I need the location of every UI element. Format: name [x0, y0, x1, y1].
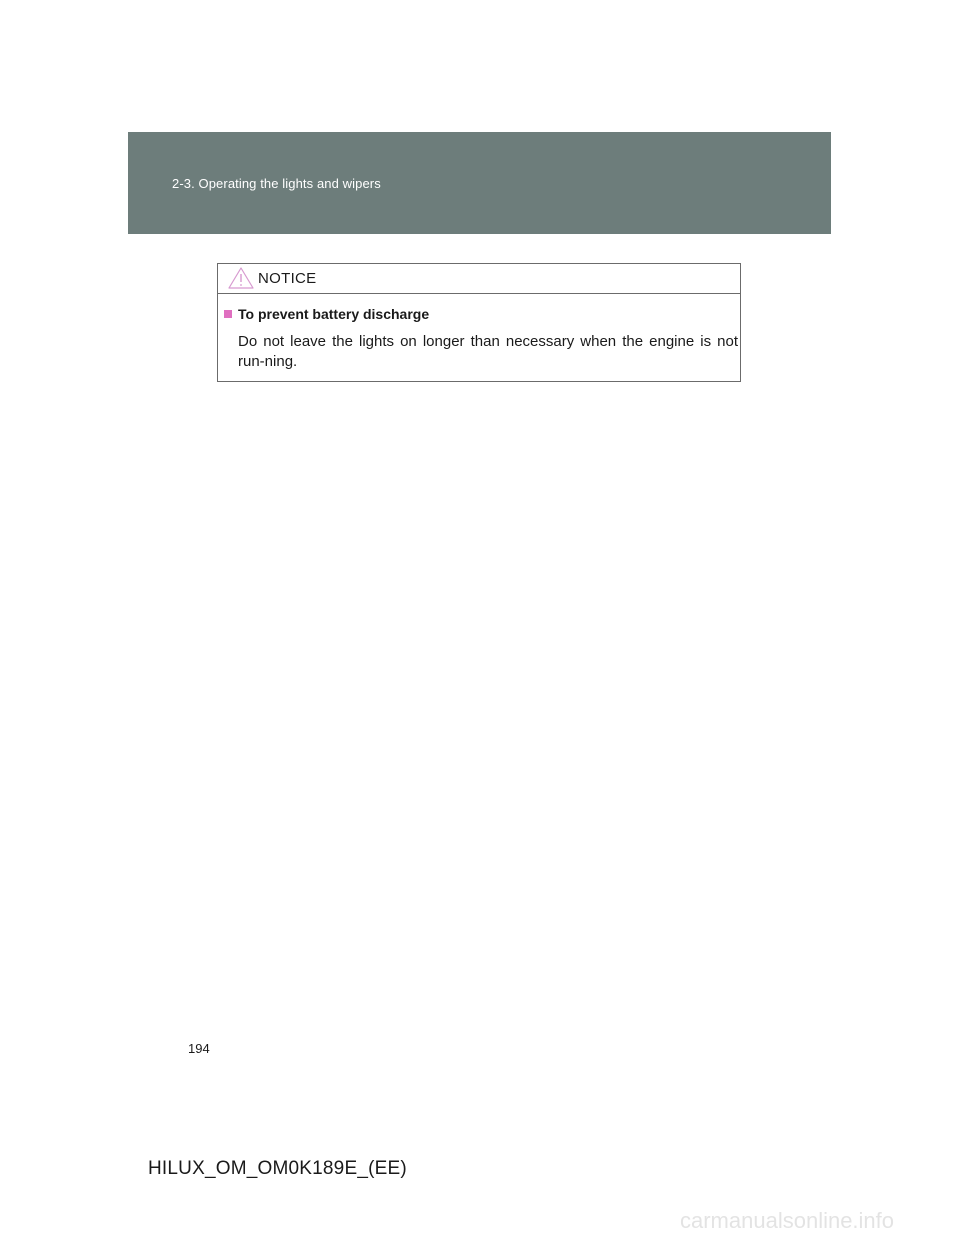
notice-bullet-row	[224, 306, 429, 322]
notice-header	[218, 264, 740, 294]
section-title: 2-3. Operating the lights and wipers	[172, 176, 381, 191]
notice-heading: To prevent battery discharge	[238, 306, 430, 322]
watermark: carmanualsonline.info	[680, 1208, 895, 1233]
notice-box	[217, 263, 741, 382]
page-number: 194	[188, 1041, 210, 1056]
notice-title: NOTICE	[258, 270, 317, 287]
notice-text: Do not leave the lights on longer than necessary when the engine is not run-ning.	[238, 333, 738, 370]
section-header-band	[128, 132, 831, 234]
warning-triangle-icon	[228, 267, 254, 289]
document-code: HILUX_OM_OM0K189E_(EE)	[148, 1158, 407, 1179]
bullet-square-icon	[224, 310, 232, 318]
